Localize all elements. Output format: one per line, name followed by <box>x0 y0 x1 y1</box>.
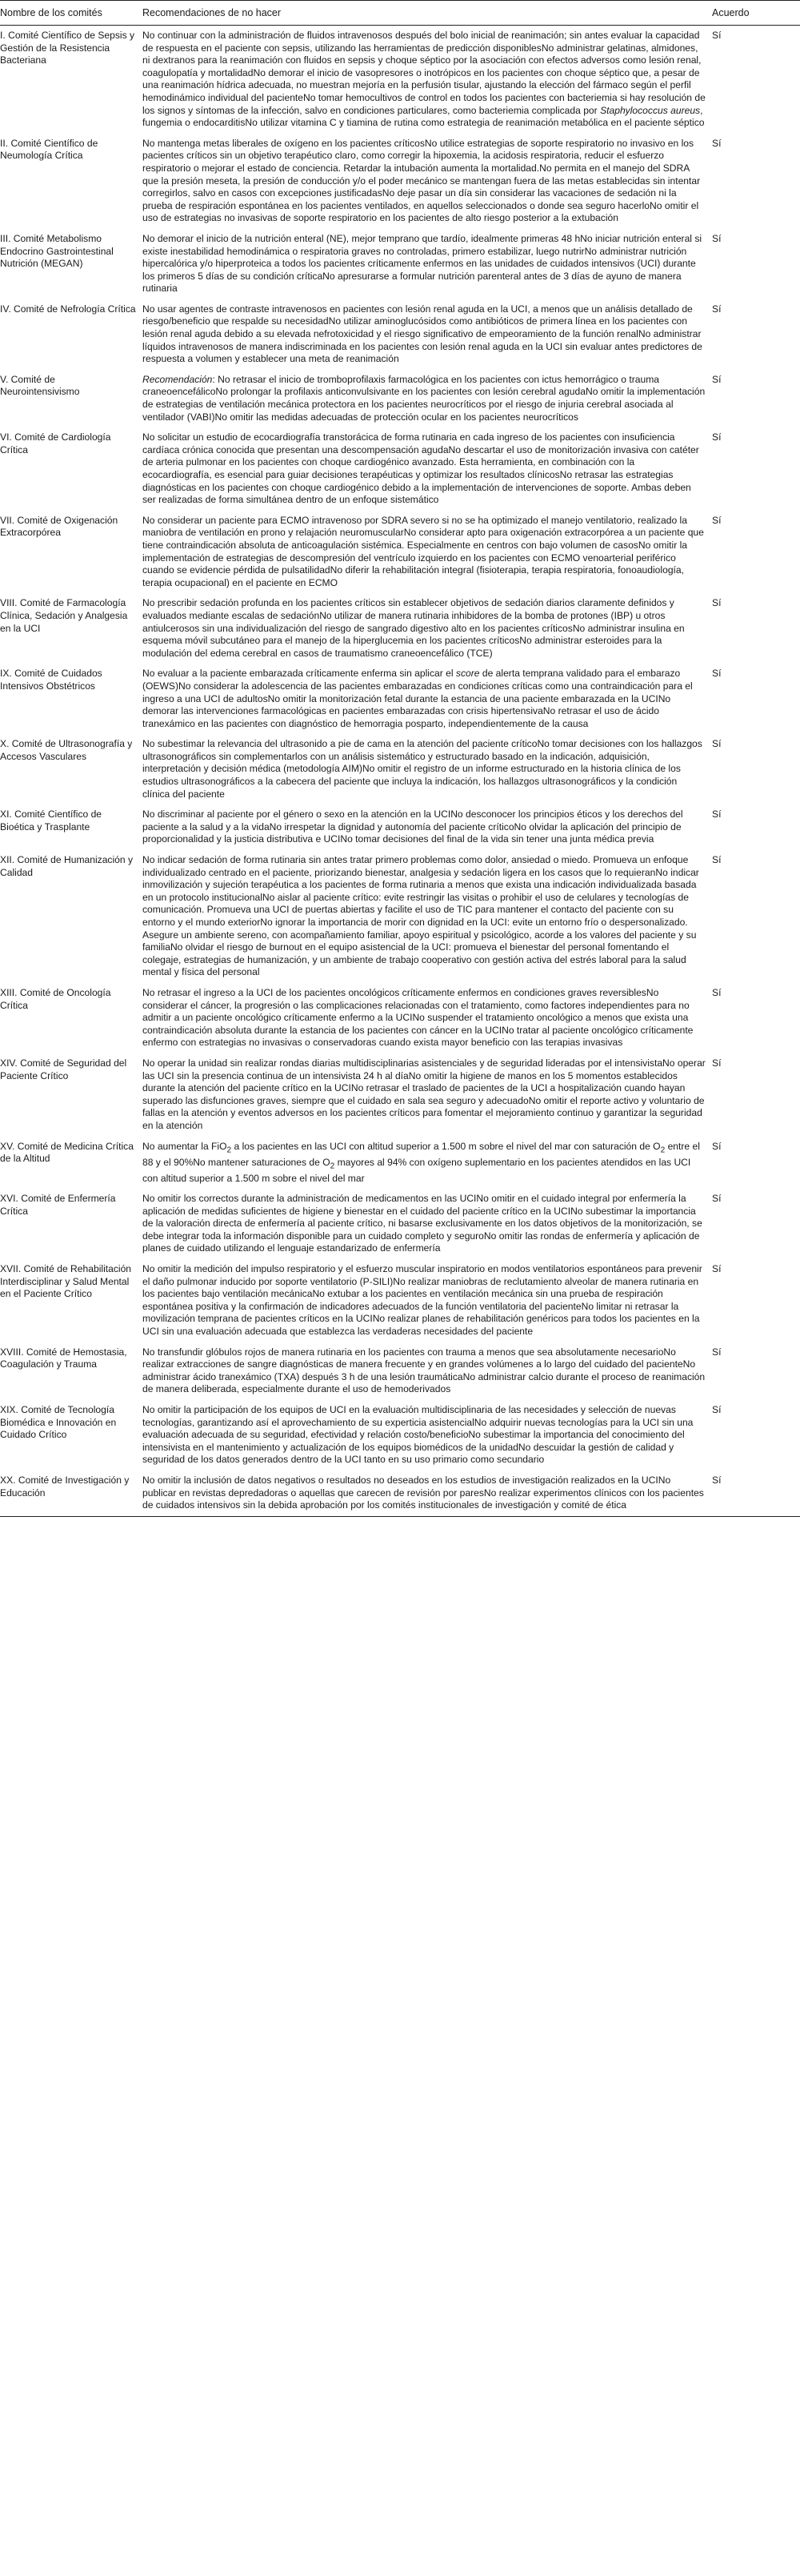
agreement-value: Sí <box>712 303 722 315</box>
table-row <box>0 134 800 229</box>
text-segment: No prescribir sedación profunda en los pacientes críticos sin establecer objetivos de sedación diarios claramente definidos y evaluados mediante escalas de sedaciónNo utilizar de manera rutinaria inhibidores de la bomba de protones (IBP) u otros antiulcerosos sin una individualización del riesgo de sangrado digestivo alto en los pacientes críticosNo administrar insulina en esquema móvil subcutáneo para el manejo de la hiperglucemia en los pacientes críticosNo administrar esteroides para la modulación del edema cerebral en casos de traumatismo craneoencefálico (TCE) <box>142 597 685 659</box>
text-segment: : No retrasar el inicio de tromboprofilaxis farmacológica en los pacientes con ictus hemorrágico o trauma craneoencefálicoNo prolongar la profilaxis anticonvulsivante en los pacientes con lesión cerebral agudaNo omitir la implementación de estrategias de ventilación mecánica protectora en los pacientes neurocríticos por el riesgo de injuria cerebral asociada al ventilador (VABI)No omitir las medidas adecuadas de protección ocular en los pacientes neurocríticos <box>142 373 706 423</box>
subscript: 2 <box>660 1145 666 1154</box>
text-segment: No operar la unidad sin realizar rondas diarias multidisciplinarias asistenciales y de seguridad lideradas por el intensivistaNo operar las UCI sin la presencia continua de un intensivista 24 h al díaNo omitir la higiene de manos en los 5 momentos establecidos durante la atención del paciente crítico en la UCINo retrasar el traslado de pacientes de la UCI a hospitalización cuando hayan superado las disfunciones graves, siempre que el cuidado en sala sea seguro y adecuadoNo omitir el reporte activo y voluntario de fallas en la atención y eventos adversos en los pacientes críticos para fomentar el mejoramiento continuo y garantizar la seguridad en la atención <box>142 1057 706 1131</box>
text-segment: No transfundir glóbulos rojos de manera rutinaria en los pacientes con trauma a menos que sea absolutamente necesarioNo realizar extracciones de sangre diagnósticas de manera frecuente y en grandes volúmenes a lo largo del cuidado del pacienteNo administrar ácido tranexámico (TXA) después 3 h de una lesión traumáticaNo administrar calcio durante el proceso de reanimación de manera deliberada, especialmente durante el uso de hemoderivados <box>142 1346 706 1395</box>
text-segment: No subestimar la relevancia del ultrasonido a pie de cama en la atención del paciente críticoNo tomar decisiones con los hallazgos ultrasonográficos sin complementarlos con un análisis sistemático y estructurado basado en la indicación, adquisición, interpretación y decisión médica (metodología AIM)No omitir el registro de un informe estructurado en la historia clínica de los estudios ultrasonográficos a la cabecera del paciente que incluya la indicación, los hallazgos ultrasonográficos y la condición clínica del paciente <box>142 738 702 800</box>
header-recommendations: Recomendaciones de no hacer <box>142 1 712 26</box>
committee-name: XI. Comité Científico de Bioética y Trasplante <box>0 809 102 833</box>
text-segment: No omitir la participación de los equipos de UCI en la evaluación multidisciplinaria de las necesidades y selección de nuevas tecnologías, garantizando así el aprovechamiento de su experticia asistencialNo adquirir nuevas tecnologías para la UCI sin una evaluación adecuada de su seguridad, efectividad y relación costo/beneficioNo subestimar la importancia del conocimiento del intensivista en el mantenimiento y actualización de los equipos biomédicos de la unidadNo descuidar la gestión de calidad y seguridad de los datos generados dentro de la UCI tanto en su uso primario como secundario <box>142 1404 694 1466</box>
agreement-value: Sí <box>712 373 722 385</box>
text-segment: No indicar sedación de forma rutinaria sin antes tratar primero problemas como dolor, ansiedad o miedo. Promueva un enfoque individualizado centrado en el paciente, priorizando bienestar, analgesia y sedación ligera en los casos que lo requieranNo indicar inmovilización y sujeción terapéutica a los pacientes de forma rutinaria a menos que exista una indicación individualizada basada en un protocolo institucionalNo aislar al paciente crítico: evite restringir las visitas o prohibir el uso de celulares y tecnologías de comunicación. Promueva una UCI de puertas abiertas y facilite el uso de TIC para mantener el contacto del paciente con su entorno y el mundo exteriorNo ignorar la importancia de morir con dignidad en la UCI: evite un entorno frío o despersonalizado. Asegure un ambiente sereno, con acompañamiento familiar, apoyo espiritual y psicológico, acorde a los valores del paciente y su familiaNo olvidar el riesgo de burnout en el equipo asistencial de la UCI: promueva el bienestar del personal fomentando el colegaje, estrategias de humanización, y un ambiente de trabajo cooperativo con gestión activa del estrés laboral para la salud mental y física del personal <box>142 854 699 978</box>
text-segment: , fungemia o endocarditisNo utilizar vitamina C y tiamina de rutina como estrategia de reanimación metabólica en el paciente séptico <box>142 104 705 129</box>
recommendation-text <box>142 229 712 299</box>
header-agreement: Acuerdo <box>712 1 800 26</box>
recommendation-text <box>142 734 712 804</box>
agreement-value: Sí <box>712 738 722 750</box>
recommendation-text <box>142 1342 712 1400</box>
recommendation-text <box>142 370 712 427</box>
table-row <box>0 804 800 850</box>
text-segment: No evaluar a la paciente embarazada críticamente enferma sin aplicar el <box>142 668 456 680</box>
committee-name: XX. Comité de Investigación y Educación <box>0 1471 142 1516</box>
text-segment: No omitir la medición del impulso respiratorio y el esfuerzo muscular inspiratorio en modos ventilatorios espontáneos para prevenir el daño pulmonar inducido por soporte ventilatorio (P-SILI)No realizar maniobras de reclutamiento alveolar de manera rutinaria en los pacientes bajo ventilación mecánicaNo extubar a los pacientes en ventilación mecánica sin una prueba de respiración espontánea positiva y la confirmación de indicadores adecuados de la función ventilatoria del pacienteNo limitar ni retrasar la movilización temprana de pacientes críticos en la UCINo realizar planes de rehabilitación genéricos para todos los pacientes en la UCI sin una evaluación adecuada que establezca las verdaderas necesidades del paciente <box>142 1263 702 1338</box>
text-segment: entre el 88 y el 90%No mantener saturaciones de O <box>142 1140 700 1168</box>
agreement-value: Sí <box>712 1057 722 1069</box>
agreement-value: Sí <box>712 1471 800 1516</box>
recommendation-text <box>142 804 712 850</box>
agreement-value: Sí <box>712 1404 722 1415</box>
table-row <box>0 229 800 299</box>
text-segment: No solicitar un estudio de ecocardiografía transtorácica de forma rutinaria en cada ingreso de los pacientes con insuficiencia cardíaca crónica conocida que presentan una descompensación agudaNo descartar el uso de monitorización invasiva con catéter de arteria pulmonar en los pacientes con choque cardiogénico avanzado. Esta herramienta, en combinación con la ecocardiografía, es esencial para guiar decisiones terapéuticas y optimizar los resultados clínicosNo retrasar las estrategias diagnósticas en los pacientes con choque cardiogénico debido a la implementación de intervenciones de soporte. Ambas deben ser realizadas de forma simultánea dentro de un enfoque sistemático <box>142 431 699 506</box>
agreement-value: Sí <box>712 809 722 821</box>
table-row <box>0 370 800 427</box>
agreement-value: Sí <box>712 514 722 526</box>
committee-name: XVI. Comité de Enfermería Crítica <box>0 1193 116 1217</box>
table-body <box>0 26 800 1517</box>
text-segment: No continuar con la administración de fluidos intravenosos después del bolo inicial de reanimación; sin antes evaluar la capacidad de respuesta en el paciente con sepsis, utilizando las herramientas de predicción disponiblesNo administrar gelatinas, almidones, ni dextranos para la reanimación con fluidos en sepsis y choque séptico por la asociación con efectos adversos como lesión renal, coagulopatía y mortalidadNo demorar el inicio de vasopresores o inotrópicos en los pacientes con choque séptico que, a pesar de una reanimación hídrica adecuada, no muestran mejoría en la perfusión tisular, ajustando la elección del fármaco según el perfil hemodinámico individual del pacienteNo tomar hemocultivos de control en todos los pacientes con bacteriemia si hay resolución de los signos y síntomas de la infección, salvo en condiciones particulares, como bacteriemia complicada por <box>142 30 706 116</box>
table-row <box>0 511 800 594</box>
text-segment: No mantenga metas liberales de oxígeno en los pacientes críticosNo utilice estrategias de soporte respiratorio no invasivo en los pacientes críticos sin un objetivo terapéutico claro, como corregir la hipoxemia, la acidosis respiratoria, reducir el esfuerzo respiratorio o mejorar el estado de conciencia. Retardar la intubación aumenta la mortalidad.No permita en el manejo del SDRA que la presión meseta, la presión de conducción y/o el poder mecánico se mantengan fuera de las metas establecidas sin intentar corregirlos, salvo en casos con excepciones justificadasNo deje pasar un día sin considerar las vacaciones de sedación ni la prueba de respiración espontánea en los pacientes ventilados, en aquellos seleccionados o donde sea seguro hacerloNo omitir el uso de estrategias no invasivas de soporte respiratorio en los pacientes de alto riesgo posterior a la extubación <box>142 137 701 224</box>
recommendation-text <box>142 511 712 594</box>
committee-name: VI. Comité de Cardiología Crítica <box>0 431 111 455</box>
committee-name: IV. Comité de Nefrología Crítica <box>0 303 136 315</box>
text-segment: No omitir los correctos durante la administración de medicamentos en las UCINo omitir en el cuidado integral por enfermería la aplicación de medidas suficientes de higiene y bienestar en el cuidado del paciente crítico en la UCINo subestimar la importancia de la valoración directa de enfermería al paciente crítico, ni basarse exclusivamente en los datos objetivos de la monitorización, se debe integrar toda la información disponible para un cuidado completo y seguroNo omitir las rondas de enfermería y aplicación de planes de cuidado utilizando el lenguaje estandarizado de enfermería <box>142 1193 702 1254</box>
recommendation-text <box>142 1053 712 1137</box>
table-row <box>0 299 800 370</box>
committee-name: XVIII. Comité de Hemostasia, Coagulación y Trauma <box>0 1346 127 1370</box>
text-segment: a los pacientes en las UCI con altitud superior a 1.500 m sobre el nivel del mar con saturación de O <box>231 1140 661 1152</box>
recommendation-text <box>142 1189 712 1259</box>
committee-name: III. Comité Metabolismo Endocrino Gastrointestinal Nutrición (MEGAN) <box>0 232 114 270</box>
agreement-value: Sí <box>712 854 722 866</box>
committee-name: X. Comité de Ultrasonografía y Accesos Vasculares <box>0 738 133 762</box>
committee-name: XIII. Comité de Oncología Crítica <box>0 986 111 1011</box>
recommendation-text <box>142 1471 712 1516</box>
recommendation-text <box>142 850 712 983</box>
table-row <box>0 1471 800 1516</box>
table-row <box>0 427 800 511</box>
recommendation-text <box>142 664 712 734</box>
italic-term: Recomendación <box>142 373 213 385</box>
table-row <box>0 983 800 1053</box>
recommendation-text <box>142 593 712 664</box>
table-header <box>0 1 800 26</box>
text-segment: No retrasar el ingreso a la UCI de los pacientes oncológicos críticamente enfermos en condiciones graves reversiblesNo considerar el cáncer, la progresión o las complicaciones relacionadas con el tratamiento, como factores independientes para no admitir a un paciente oncológico críticamente enfermo a la UCINo suspender el tratamiento oncológico a menos que exista una contraindicación absoluta durante la estancia de los pacientes con cáncer en la UCINo tratar al paciente oncológico críticamente enfermo con estrategias no invasivas o conservadoras cuando exista mayor beneficio con las terapias invasivas <box>142 986 694 1049</box>
recommendation-text <box>142 1137 712 1190</box>
subscript: 2 <box>226 1145 232 1154</box>
committee-name: I. Comité Científico de Sepsis y Gestión de la Resistencia Bacteriana <box>0 30 135 66</box>
agreement-value: Sí <box>712 431 722 443</box>
header-row <box>0 1 800 26</box>
italic-term: Staphylococcus aureus <box>600 104 701 116</box>
recommendation-text <box>142 134 712 229</box>
italic-term: score <box>455 668 480 680</box>
text-segment: No considerar un paciente para ECMO intravenoso por SDRA severo si no se ha optimizado el manejo ventilatorio, realizado la maniobra de ventilación en prono y relajación neuromuscularNo considerar apto para oxigenación extracorpórea a un paciente que tiene contraindicación absoluta de anticoagulación sistémica. Especialmente en centros con bajo volumen de casosNo omitir la implementación de estrategias de descompresión del ventrículo izquierdo en los pacientes con ECMO venoarterial periférico cuando se evidencie pérdida de pulsatilidadNo diferir la rehabilitación integral (fisioterapia, terapia respiratoria, fonoaudiología, terapia ocupacional) en el paciente en ECMO <box>142 514 704 588</box>
recommendation-text <box>142 1259 712 1342</box>
recommendation-text <box>142 26 712 134</box>
recommendation-text <box>142 1400 712 1471</box>
recommendation-text <box>142 299 712 370</box>
header-committee: Nombre de los comités <box>0 1 142 26</box>
text-segment: No aumentar la FiO <box>142 1140 227 1152</box>
table-row <box>0 26 800 134</box>
text-segment: No omitir la inclusión de datos negativos o resultados no deseados en los estudios de investigación realizados en la UCINo publicar en revistas depredadoras o aquellas que carecen de revisión por paresNo realizar experimentos clínicos con los pacientes de cuidados intensivos sin la debida aprobación por los comités institucionales de investigación y comité de ética <box>142 1474 704 1511</box>
table-row <box>0 1189 800 1259</box>
committee-name: VII. Comité de Oxigenación Extracorpórea <box>0 514 118 539</box>
agreement-value: Sí <box>712 986 722 998</box>
table-row <box>0 1400 800 1471</box>
recommendation-text <box>142 983 712 1053</box>
text-segment: No discriminar al paciente por el género o sexo en la atención en la UCINo desconocer los principios éticos y los derechos del paciente a la salud y a la vidaNo irrespetar la dignidad y autonomía del paciente críticoNo olvidar la aplicación del principio de proporcionalidad y la justicia distributiva e UCINo tomar decisiones del final de la vida sin tener una junta médica previa <box>142 809 683 845</box>
text-segment: mayores al 94% con oxígeno suplementario en los pacientes atendidos en las UCI con altitud superior a 1.500 m sobre el nivel del mar <box>142 1156 691 1184</box>
agreement-value: Sí <box>712 1346 722 1358</box>
subscript: 2 <box>330 1161 335 1170</box>
committee-name: XII. Comité de Humanización y Calidad <box>0 854 134 878</box>
agreement-value: Sí <box>712 1193 722 1205</box>
table-row <box>0 734 800 804</box>
agreement-value: Sí <box>712 597 722 609</box>
table-row <box>0 850 800 983</box>
agreement-value: Sí <box>712 1263 722 1275</box>
agreement-value: Sí <box>712 668 722 680</box>
committee-name: V. Comité de Neurointensivismo <box>0 373 80 398</box>
committee-name: IX. Comité de Cuidados Intensivos Obstétricos <box>0 668 102 692</box>
table-row <box>0 1137 800 1190</box>
committee-name: XV. Comité de Medicina Crítica de la Altitud <box>0 1140 134 1165</box>
agreement-value: Sí <box>712 232 722 244</box>
text-segment: No demorar el inicio de la nutrición enteral (NE), mejor temprano que tardío, idealmente primeras 48 hNo iniciar nutrición enteral si existe inestabilidad hemodinámica o respiratoria graves no controladas, primero estabilizar, luego nutrirNo administrar nutrición hipercalórica y/o hiperproteica a todos los pacientes críticamente enfermos en las unidades de cuidados intensivos (UCI) durante los primeros 5 días de su condición críticaNo apresurarse a formular nutrición parenteral antes de 3 días de ayuno de manera rutinaria <box>142 232 702 295</box>
committee-name: II. Comité Científico de Neumología Crítica <box>0 137 98 162</box>
table-row <box>0 593 800 664</box>
agreement-value: Sí <box>712 1140 722 1152</box>
committee-name: VIII. Comité de Farmacología Clínica, Sedación y Analgesia en la UCI <box>0 597 128 634</box>
text-segment: de alerta temprana validado para el embarazo (OEWS)No considerar la adolescencia de las pacientes embarazadas en condiciones críticas como una contraindicación para el ingreso a una UCI de adultosNo omitir la monitorización fetal durante la estancia de una paciente embarazada en la UCINo demorar las intervenciones farmacológicas en pacientes embarazadas con crisis hipertensivaNo retrasar el uso de ácido tranexámico en las pacientes con diagnóstico de hemorragia posparto, independientemente de la causa <box>142 668 693 729</box>
table-row <box>0 1259 800 1342</box>
agreement-value: Sí <box>712 137 722 149</box>
table-row <box>0 664 800 734</box>
committee-name: XIX. Comité de Tecnología Biomédica e Innovación en Cuidado Crítico <box>0 1404 117 1441</box>
table-row <box>0 1053 800 1137</box>
text-segment: No usar agentes de contraste intravenosos en pacientes con lesión renal aguda en la UCI, a menos que un análisis detallado de riesgo/beneficio que respalde su necesidadNo utilizar aminoglucósidos como antibióticos de primera línea en los pacientes con lesión renal aguda debido a su elevada nefrotoxicidad y el riesgo significativo de empeoramiento de la función renalNo administrar líquidos intravenosos de manera indiscriminada en los pacientes con lesión renal aguda en la UCI sin evaluar antes predictores de respuesta a volumen y establecer una meta de reanimación <box>142 303 702 365</box>
committee-name: XVII. Comité de Rehabilitación Interdisciplinar y Salud Mental en el Paciente Crítico <box>0 1263 132 1300</box>
committee-name: XIV. Comité de Seguridad del Paciente Crítico <box>0 1057 127 1081</box>
agreement-value: Sí <box>712 30 722 41</box>
table-row <box>0 1342 800 1400</box>
recommendation-text <box>142 427 712 511</box>
